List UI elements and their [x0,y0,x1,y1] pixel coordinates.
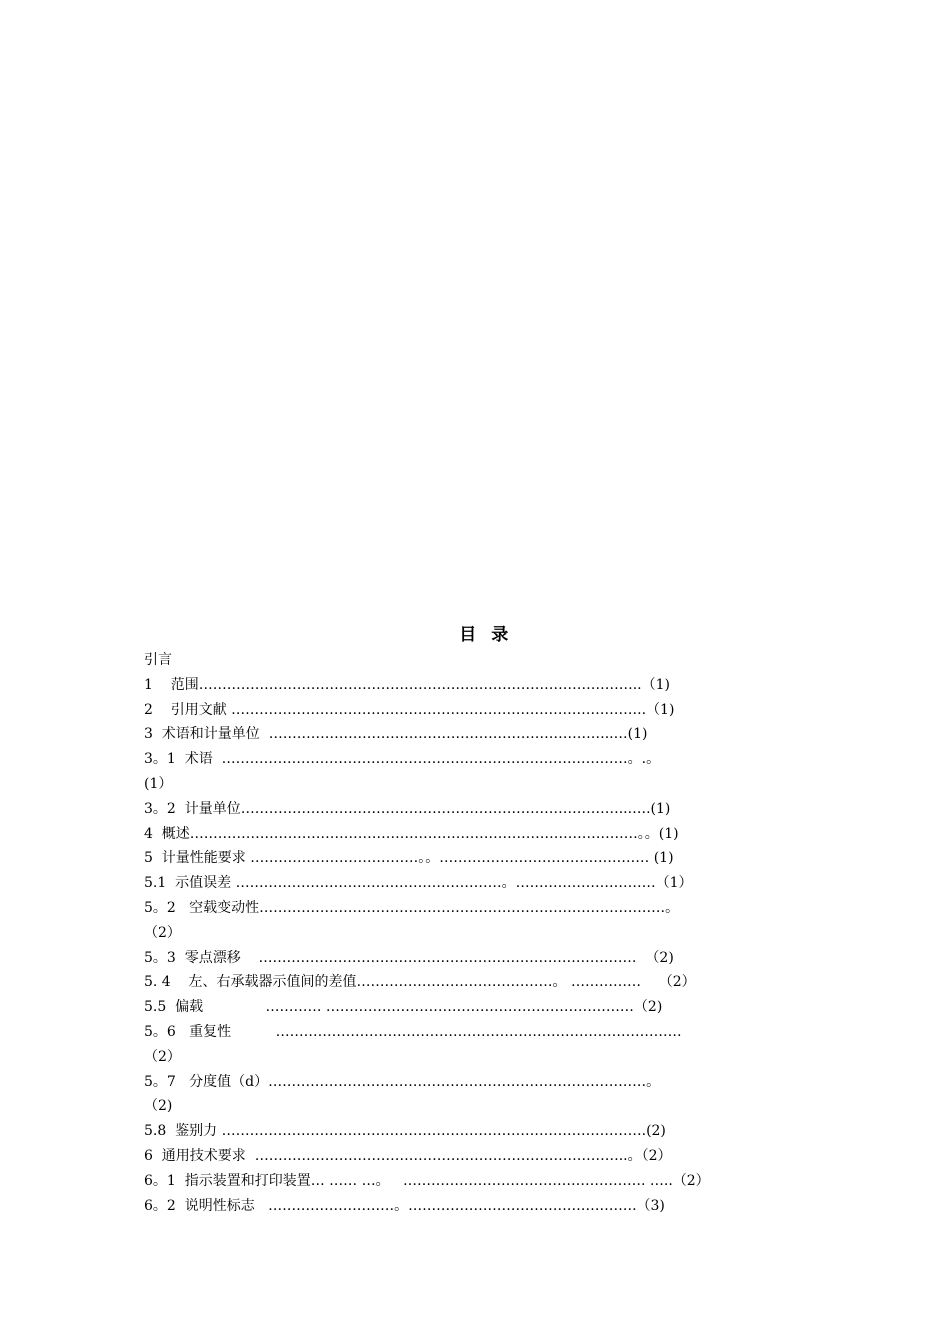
toc-line-5-1: 5.1 示值误差 …………………………………………………。…………………………（1） [144,875,693,892]
toc-line-5-5: 5.5 偏载 ………… …………………………………………………………（2) [144,999,663,1016]
toc-line-3-1: 3。1 术语 ……………………………………………………………………………。.。 [144,751,661,768]
toc-line-5-2-page: （2） [144,924,181,941]
toc-line-6-2: 6。2 说明性标志 ………………………。………………………………………….（3) [144,1197,665,1214]
toc-line-5-8: 5.8 鉴别力 ……………………………………………………………………………….(2) [144,1123,666,1140]
toc-line-3-1-page: (1） [144,775,173,792]
toc-line-5-3: 5。3 零点漂移 ……………………………………………………………………… （2) [144,949,674,966]
toc-line-6-1: 6。1 指示装置和打印装置… …… …。 ……………………………………………. …..（2） [144,1172,710,1189]
toc-line-6: 6 通用技术要求 ……………………………………………………………………..。（2） [144,1147,672,1164]
toc-line-5-7: 5。7 分度值（d）………………………………………………………………………。 [144,1073,661,1090]
toc-line-5-6: 5。6 重复性 …………………………………………………………………………… [144,1023,682,1040]
toc-line-5: 5 计量性能要求 ………………………………。。……………………………………… (1) [144,850,674,867]
toc-line-5-4: 5. 4 左、右承载器示值间的差值……………………………………。 …………… （2） [144,974,696,991]
toc-line-5-7-page: （2) [144,1098,173,1115]
toc-line-5-6-page: （2） [144,1048,181,1065]
toc-line-5-2: 5。2 空载变动性……………………………………………………………………………。 [144,899,680,916]
toc-line-4: 4 概述……………………………………………………………………………………。。(1) [144,825,679,842]
toc-line-intro: 引言 [144,652,172,668]
toc-line-3: 3 术语和计量单位 ………………………………………………………………..…(1) [144,726,648,743]
toc-line-1: 1 范围…………………………………………………………………………………..（1) [144,676,670,693]
table-of-contents [144,622,824,1218]
toc-line-3-2: 3。2 计量单位………………………………………………………………………...….(1) [144,800,671,817]
toc-line-2: 2 引用文献 ……………………………………………………………………………..（1) [144,701,675,718]
toc-title: 目 录 [459,625,509,645]
